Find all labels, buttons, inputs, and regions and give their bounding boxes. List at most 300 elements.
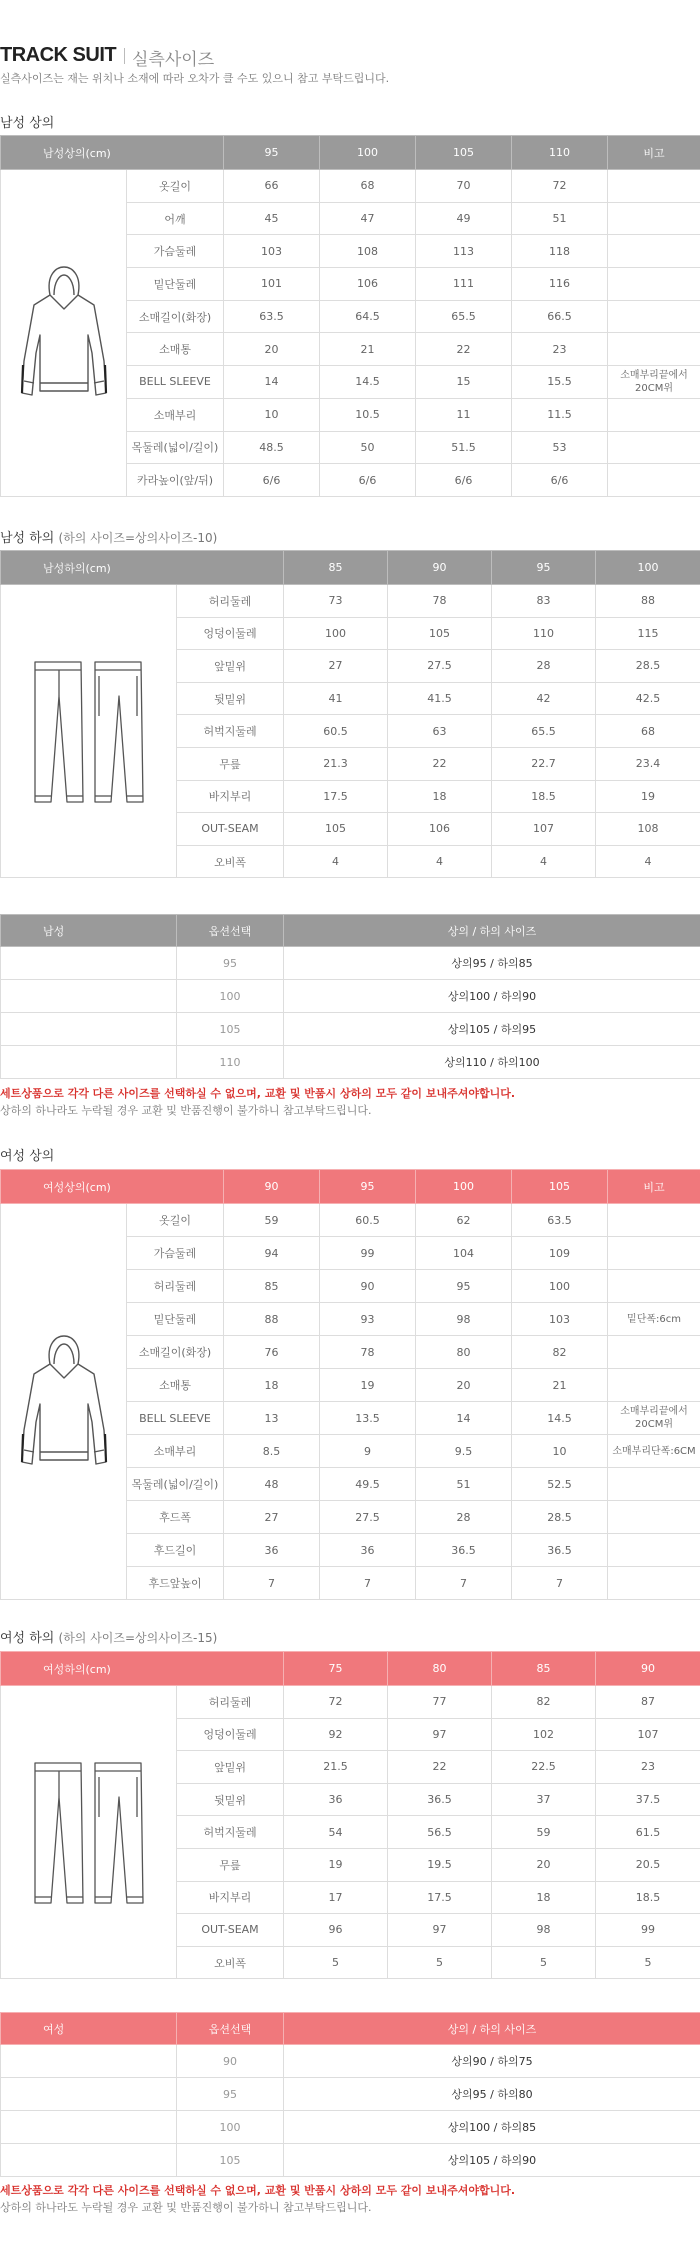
title-divider bbox=[124, 48, 125, 64]
option-value: 105 bbox=[177, 2144, 284, 2177]
option-value: 95 bbox=[177, 2078, 284, 2111]
measurement-value: 72 bbox=[512, 170, 608, 203]
measurement-value: 95 bbox=[416, 1270, 512, 1303]
measurement-value: 110 bbox=[492, 617, 596, 650]
measurement-value: 63.5 bbox=[224, 300, 320, 333]
measurement-value: 19 bbox=[596, 780, 700, 813]
remark-cell bbox=[608, 268, 700, 301]
remark-cell: 밑단폭:6cm bbox=[608, 1303, 700, 1336]
measurement-value: 22 bbox=[388, 747, 492, 780]
women-bottom-table bbox=[0, 1651, 700, 1979]
measurement-label: 소매통 bbox=[127, 1369, 224, 1402]
measurement-value: 77 bbox=[388, 1686, 492, 1719]
table-header-cell: 상의 / 하의 사이즈 bbox=[284, 2013, 700, 2045]
measurement-label: 후드앞높이 bbox=[127, 1567, 224, 1600]
measurement-value: 7 bbox=[320, 1567, 416, 1600]
remark-cell bbox=[608, 170, 700, 203]
measurement-value: 18.5 bbox=[492, 780, 596, 813]
remark-cell bbox=[608, 464, 700, 497]
measurement-value: 53 bbox=[512, 431, 608, 464]
measurement-label: 후드폭 bbox=[127, 1501, 224, 1534]
blank-cell bbox=[1, 2078, 177, 2111]
men-top-table bbox=[0, 135, 700, 497]
table-header-cell: 비고 bbox=[608, 1170, 700, 1204]
measurement-value: 65.5 bbox=[416, 300, 512, 333]
measurement-value: 20 bbox=[416, 1369, 512, 1402]
measurement-value: 21.3 bbox=[284, 747, 388, 780]
measurement-label: 허벅지둘레 bbox=[177, 1816, 284, 1849]
measurement-label: 오비폭 bbox=[177, 845, 284, 878]
blank-cell bbox=[1, 2111, 177, 2144]
measurement-value: 15.5 bbox=[512, 366, 608, 399]
measurement-value: 4 bbox=[284, 845, 388, 878]
table-row bbox=[1, 947, 700, 980]
table-header-cell: 90 bbox=[388, 551, 492, 585]
measurement-value: 6/6 bbox=[224, 464, 320, 497]
measurement-label: 소매통 bbox=[127, 333, 224, 366]
page-subtitle: 실측사이즈 bbox=[132, 50, 215, 70]
measurement-value: 36 bbox=[320, 1534, 416, 1567]
measurement-value: 22.7 bbox=[492, 747, 596, 780]
remark-cell bbox=[608, 1237, 700, 1270]
measurement-value: 17.5 bbox=[284, 780, 388, 813]
measurement-label: 앞밑위 bbox=[177, 650, 284, 683]
remark-cell: 소매부리끝에서 20CM위 bbox=[608, 1402, 700, 1435]
table-header-cell: 90 bbox=[224, 1170, 320, 1204]
measurement-value: 62 bbox=[416, 1204, 512, 1237]
measurement-label: 엉덩이둘레 bbox=[177, 1718, 284, 1751]
measurement-value: 78 bbox=[320, 1336, 416, 1369]
set-size-value: 상의100 / 하의90 bbox=[284, 980, 700, 1013]
measurement-label: 오비폭 bbox=[177, 1946, 284, 1979]
measurement-value: 19 bbox=[284, 1848, 388, 1881]
option-value: 90 bbox=[177, 2045, 284, 2078]
measurement-value: 5 bbox=[596, 1946, 700, 1979]
blank-cell bbox=[1, 1013, 177, 1046]
measurement-label: 소매부리 bbox=[127, 1435, 224, 1468]
measurement-label: 목둘레(넓이/길이) bbox=[127, 431, 224, 464]
measurement-value: 28 bbox=[416, 1501, 512, 1534]
table-header-row bbox=[1, 2013, 700, 2045]
measurement-value: 8.5 bbox=[224, 1435, 320, 1468]
measurement-value: 5 bbox=[388, 1946, 492, 1979]
measurement-value: 28.5 bbox=[512, 1501, 608, 1534]
option-value: 105 bbox=[177, 1013, 284, 1046]
measurement-value: 104 bbox=[416, 1237, 512, 1270]
garment-illustration bbox=[1, 1204, 127, 1600]
measurement-label: 허벅지둘레 bbox=[177, 715, 284, 748]
measurement-value: 59 bbox=[224, 1204, 320, 1237]
measurement-value: 59 bbox=[492, 1816, 596, 1849]
set-size-value: 상의105 / 하의90 bbox=[284, 2144, 700, 2177]
remark-cell bbox=[608, 333, 700, 366]
measurement-label: 가슴둘레 bbox=[127, 235, 224, 268]
hoodie-drawing-icon bbox=[16, 1334, 112, 1470]
measurement-value: 65.5 bbox=[492, 715, 596, 748]
measurement-value: 48.5 bbox=[224, 431, 320, 464]
option-value: 100 bbox=[177, 980, 284, 1013]
table-header-row bbox=[1, 915, 700, 947]
measurement-value: 88 bbox=[224, 1303, 320, 1336]
measurement-value: 28 bbox=[492, 650, 596, 683]
measurement-value: 23.4 bbox=[596, 747, 700, 780]
measurement-label: 소매부리 bbox=[127, 398, 224, 431]
measurement-value: 66.5 bbox=[512, 300, 608, 333]
measurement-value: 41.5 bbox=[388, 682, 492, 715]
table-header-cell: 여성 bbox=[1, 2013, 177, 2045]
table-header-cell: 95 bbox=[224, 136, 320, 170]
measurement-value: 66 bbox=[224, 170, 320, 203]
table-header-cell: 80 bbox=[388, 1652, 492, 1686]
measurement-value: 21 bbox=[512, 1369, 608, 1402]
section-title: 여성 상의 bbox=[0, 1149, 55, 1164]
measurement-value: 68 bbox=[596, 715, 700, 748]
measurement-value: 72 bbox=[284, 1686, 388, 1719]
table-header-row bbox=[1, 1170, 700, 1204]
measurement-value: 94 bbox=[224, 1237, 320, 1270]
measurement-value: 18.5 bbox=[596, 1881, 700, 1914]
measurement-value: 85 bbox=[224, 1270, 320, 1303]
blank-cell bbox=[1, 980, 177, 1013]
garment-illustration bbox=[1, 170, 127, 497]
measurement-value: 14 bbox=[416, 1402, 512, 1435]
measurement-label: BELL SLEEVE bbox=[127, 366, 224, 399]
measurement-value: 56.5 bbox=[388, 1816, 492, 1849]
measurement-value: 7 bbox=[224, 1567, 320, 1600]
table-header-cell: 95 bbox=[320, 1170, 416, 1204]
section-hint: (하의 사이즈=상의사이즈-15) bbox=[58, 1631, 218, 1645]
table-row bbox=[1, 1686, 700, 1719]
section-title: 여성 하의 bbox=[0, 1631, 55, 1646]
measurement-note: 실측사이즈는 재는 위치나 소재에 따라 오차가 클 수도 있으니 참고 부탁드립니다. bbox=[0, 72, 390, 85]
measurement-label: 무릎 bbox=[177, 747, 284, 780]
table-header-row bbox=[1, 136, 700, 170]
hoodie-drawing-icon bbox=[16, 265, 112, 401]
pants-drawing-icon bbox=[29, 656, 149, 806]
measurement-value: 21 bbox=[320, 333, 416, 366]
set-size-value: 상의100 / 하의85 bbox=[284, 2111, 700, 2144]
women-bottom-section-title bbox=[0, 1627, 217, 1646]
blank-cell bbox=[1, 947, 177, 980]
table-header-cell: 여성하의(cm) bbox=[1, 1652, 284, 1686]
measurement-value: 17 bbox=[284, 1881, 388, 1914]
measurement-value: 101 bbox=[224, 268, 320, 301]
measurement-label: 허리둘레 bbox=[177, 585, 284, 618]
measurement-value: 98 bbox=[416, 1303, 512, 1336]
men-top-section-title bbox=[0, 112, 54, 131]
measurement-label: OUT-SEAM bbox=[177, 813, 284, 846]
table-row bbox=[1, 170, 700, 203]
measurement-label: 바지부리 bbox=[177, 1881, 284, 1914]
measurement-value: 36 bbox=[224, 1534, 320, 1567]
table-header-cell: 옵션선택 bbox=[177, 2013, 284, 2045]
measurement-value: 5 bbox=[492, 1946, 596, 1979]
men-set-warning-sub: 상하의 하나라도 누락될 경우 교환 및 반품진행이 불가하니 참고부탁드립니다. bbox=[0, 1104, 372, 1117]
measurement-value: 63.5 bbox=[512, 1204, 608, 1237]
measurement-value: 78 bbox=[388, 585, 492, 618]
women-set-warning-sub: 상하의 하나라도 누락될 경우 교환 및 반품진행이 불가하니 참고부탁드립니다. bbox=[0, 2201, 372, 2214]
garment-illustration bbox=[1, 1686, 177, 1979]
measurement-label: 옷길이 bbox=[127, 1204, 224, 1237]
measurement-value: 4 bbox=[388, 845, 492, 878]
measurement-value: 109 bbox=[512, 1237, 608, 1270]
option-value: 95 bbox=[177, 947, 284, 980]
table-header-cell: 105 bbox=[512, 1170, 608, 1204]
remark-cell bbox=[608, 1336, 700, 1369]
measurement-value: 20.5 bbox=[596, 1848, 700, 1881]
measurement-value: 73 bbox=[284, 585, 388, 618]
table-header-cell: 여성상의(cm) bbox=[1, 1170, 224, 1204]
table-row bbox=[1, 585, 700, 618]
measurement-value: 98 bbox=[492, 1914, 596, 1947]
measurement-value: 9 bbox=[320, 1435, 416, 1468]
measurement-value: 49 bbox=[416, 202, 512, 235]
table-header-cell: 75 bbox=[284, 1652, 388, 1686]
table-header-cell: 90 bbox=[596, 1652, 700, 1686]
measurement-label: 뒷밑위 bbox=[177, 1783, 284, 1816]
table-header-cell: 100 bbox=[596, 551, 700, 585]
table-header-row bbox=[1, 1652, 700, 1686]
measurement-value: 48 bbox=[224, 1468, 320, 1501]
measurement-value: 10.5 bbox=[320, 398, 416, 431]
option-value: 100 bbox=[177, 2111, 284, 2144]
table-row bbox=[1, 1046, 700, 1079]
women-top-section-title bbox=[0, 1145, 54, 1164]
table-row bbox=[1, 1204, 700, 1237]
blank-cell bbox=[1, 2045, 177, 2078]
measurement-label: 허리둘레 bbox=[127, 1270, 224, 1303]
set-size-value: 상의95 / 하의80 bbox=[284, 2078, 700, 2111]
measurement-value: 102 bbox=[492, 1718, 596, 1751]
table-row bbox=[1, 2078, 700, 2111]
measurement-value: 17.5 bbox=[388, 1881, 492, 1914]
measurement-value: 36 bbox=[284, 1783, 388, 1816]
measurement-value: 83 bbox=[492, 585, 596, 618]
measurement-value: 87 bbox=[596, 1686, 700, 1719]
table-row bbox=[1, 2045, 700, 2078]
measurement-value: 115 bbox=[596, 617, 700, 650]
measurement-value: 105 bbox=[388, 617, 492, 650]
measurement-value: 51.5 bbox=[416, 431, 512, 464]
measurement-value: 18 bbox=[492, 1881, 596, 1914]
measurement-value: 11.5 bbox=[512, 398, 608, 431]
women-top-table bbox=[0, 1169, 700, 1600]
measurement-value: 107 bbox=[596, 1718, 700, 1751]
pants-drawing-icon bbox=[29, 1757, 149, 1907]
measurement-value: 21.5 bbox=[284, 1751, 388, 1784]
measurement-value: 15 bbox=[416, 366, 512, 399]
measurement-value: 49.5 bbox=[320, 1468, 416, 1501]
measurement-value: 14 bbox=[224, 366, 320, 399]
measurement-label: 밑단둘레 bbox=[127, 1303, 224, 1336]
men-bottom-section-title bbox=[0, 527, 217, 546]
set-size-value: 상의95 / 하의85 bbox=[284, 947, 700, 980]
measurement-label: 앞밑위 bbox=[177, 1751, 284, 1784]
measurement-value: 103 bbox=[512, 1303, 608, 1336]
measurement-value: 70 bbox=[416, 170, 512, 203]
measurement-value: 20 bbox=[492, 1848, 596, 1881]
table-header-cell: 남성상의(cm) bbox=[1, 136, 224, 170]
men-set-table bbox=[0, 914, 700, 1079]
measurement-value: 99 bbox=[320, 1237, 416, 1270]
set-size-value: 상의110 / 하의100 bbox=[284, 1046, 700, 1079]
measurement-value: 68 bbox=[320, 170, 416, 203]
measurement-value: 60.5 bbox=[320, 1204, 416, 1237]
table-header-cell: 옵션선택 bbox=[177, 915, 284, 947]
measurement-value: 97 bbox=[388, 1718, 492, 1751]
remark-cell bbox=[608, 235, 700, 268]
measurement-value: 36.5 bbox=[512, 1534, 608, 1567]
measurement-label: 바지부리 bbox=[177, 780, 284, 813]
measurement-value: 105 bbox=[284, 813, 388, 846]
measurement-value: 52.5 bbox=[512, 1468, 608, 1501]
table-header-cell: 남성 bbox=[1, 915, 177, 947]
measurement-label: 옷길이 bbox=[127, 170, 224, 203]
set-size-value: 상의105 / 하의95 bbox=[284, 1013, 700, 1046]
measurement-value: 93 bbox=[320, 1303, 416, 1336]
measurement-label: 후드길이 bbox=[127, 1534, 224, 1567]
measurement-value: 45 bbox=[224, 202, 320, 235]
measurement-value: 6/6 bbox=[416, 464, 512, 497]
measurement-value: 22 bbox=[388, 1751, 492, 1784]
table-header-cell: 85 bbox=[284, 551, 388, 585]
measurement-value: 97 bbox=[388, 1914, 492, 1947]
measurement-value: 6/6 bbox=[320, 464, 416, 497]
measurement-value: 36.5 bbox=[416, 1534, 512, 1567]
measurement-label: 소매길이(화장) bbox=[127, 1336, 224, 1369]
measurement-value: 42.5 bbox=[596, 682, 700, 715]
measurement-label: 어깨 bbox=[127, 202, 224, 235]
measurement-value: 14.5 bbox=[512, 1402, 608, 1435]
table-header-cell: 남성하의(cm) bbox=[1, 551, 284, 585]
measurement-value: 42 bbox=[492, 682, 596, 715]
measurement-value: 10 bbox=[224, 398, 320, 431]
measurement-label: 무릎 bbox=[177, 1848, 284, 1881]
measurement-value: 90 bbox=[320, 1270, 416, 1303]
measurement-value: 99 bbox=[596, 1914, 700, 1947]
measurement-value: 23 bbox=[512, 333, 608, 366]
measurement-value: 27.5 bbox=[320, 1501, 416, 1534]
measurement-value: 100 bbox=[284, 617, 388, 650]
measurement-value: 37.5 bbox=[596, 1783, 700, 1816]
measurement-value: 7 bbox=[416, 1567, 512, 1600]
option-value: 110 bbox=[177, 1046, 284, 1079]
measurement-value: 18 bbox=[224, 1369, 320, 1402]
measurement-label: 카라높이(앞/뒤) bbox=[127, 464, 224, 497]
men-bottom-table bbox=[0, 550, 700, 878]
section-hint: (하의 사이즈=상의사이즈-10) bbox=[58, 531, 218, 545]
measurement-value: 76 bbox=[224, 1336, 320, 1369]
remark-cell bbox=[608, 1567, 700, 1600]
measurement-value: 18 bbox=[388, 780, 492, 813]
table-header-cell: 100 bbox=[320, 136, 416, 170]
measurement-value: 108 bbox=[596, 813, 700, 846]
measurement-value: 47 bbox=[320, 202, 416, 235]
measurement-value: 6/6 bbox=[512, 464, 608, 497]
measurement-value: 61.5 bbox=[596, 1816, 700, 1849]
measurement-value: 19 bbox=[320, 1369, 416, 1402]
measurement-value: 10 bbox=[512, 1435, 608, 1468]
measurement-value: 9.5 bbox=[416, 1435, 512, 1468]
measurement-value: 23 bbox=[596, 1751, 700, 1784]
measurement-label: 목둘레(넓이/길이) bbox=[127, 1468, 224, 1501]
table-header-cell: 100 bbox=[416, 1170, 512, 1204]
remark-cell: 소매부리단폭:6CM bbox=[608, 1435, 700, 1468]
table-header-cell: 105 bbox=[416, 136, 512, 170]
remark-cell bbox=[608, 1501, 700, 1534]
measurement-label: 가슴둘레 bbox=[127, 1237, 224, 1270]
measurement-value: 4 bbox=[596, 845, 700, 878]
table-header-row bbox=[1, 551, 700, 585]
remark-cell bbox=[608, 1534, 700, 1567]
measurement-value: 106 bbox=[388, 813, 492, 846]
table-header-cell: 95 bbox=[492, 551, 596, 585]
measurement-value: 14.5 bbox=[320, 366, 416, 399]
measurement-value: 13 bbox=[224, 1402, 320, 1435]
measurement-value: 113 bbox=[416, 235, 512, 268]
table-row bbox=[1, 2111, 700, 2144]
remark-cell bbox=[608, 1270, 700, 1303]
men-set-warning: 세트상품으로 각각 다른 사이즈를 선택하실 수 없으며, 교환 및 반품시 상하의 모두 같이 보내주셔야합니다. bbox=[0, 1087, 516, 1100]
measurement-value: 28.5 bbox=[596, 650, 700, 683]
remark-cell bbox=[608, 300, 700, 333]
table-header-cell: 비고 bbox=[608, 136, 700, 170]
measurement-value: 118 bbox=[512, 235, 608, 268]
measurement-value: 37 bbox=[492, 1783, 596, 1816]
remark-cell bbox=[608, 202, 700, 235]
measurement-value: 108 bbox=[320, 235, 416, 268]
section-title: 남성 상의 bbox=[0, 116, 55, 131]
measurement-value: 60.5 bbox=[284, 715, 388, 748]
remark-cell bbox=[608, 398, 700, 431]
measurement-value: 88 bbox=[596, 585, 700, 618]
remark-cell: 소매부리끝에서 20CM위 bbox=[608, 366, 700, 399]
measurement-value: 11 bbox=[416, 398, 512, 431]
table-row bbox=[1, 1013, 700, 1046]
measurement-value: 51 bbox=[416, 1468, 512, 1501]
blank-cell bbox=[1, 2144, 177, 2177]
measurement-label: OUT-SEAM bbox=[177, 1914, 284, 1947]
measurement-value: 4 bbox=[492, 845, 596, 878]
measurement-value: 51 bbox=[512, 202, 608, 235]
measurement-value: 103 bbox=[224, 235, 320, 268]
table-row bbox=[1, 980, 700, 1013]
table-row bbox=[1, 2144, 700, 2177]
remark-cell bbox=[608, 1468, 700, 1501]
measurement-label: 허리둘레 bbox=[177, 1686, 284, 1719]
page-title: TRACK SUIT bbox=[0, 44, 117, 66]
remark-cell bbox=[608, 1204, 700, 1237]
measurement-value: 92 bbox=[284, 1718, 388, 1751]
measurement-value: 82 bbox=[512, 1336, 608, 1369]
blank-cell bbox=[1, 1046, 177, 1079]
table-header-cell: 110 bbox=[512, 136, 608, 170]
measurement-value: 41 bbox=[284, 682, 388, 715]
table-header-cell: 상의 / 하의 사이즈 bbox=[284, 915, 700, 947]
table-header-cell: 85 bbox=[492, 1652, 596, 1686]
measurement-value: 13.5 bbox=[320, 1402, 416, 1435]
garment-illustration bbox=[1, 585, 177, 878]
measurement-value: 106 bbox=[320, 268, 416, 301]
measurement-value: 54 bbox=[284, 1816, 388, 1849]
measurement-value: 107 bbox=[492, 813, 596, 846]
measurement-value: 27 bbox=[284, 650, 388, 683]
measurement-value: 27.5 bbox=[388, 650, 492, 683]
measurement-value: 116 bbox=[512, 268, 608, 301]
measurement-label: 엉덩이둘레 bbox=[177, 617, 284, 650]
measurement-value: 7 bbox=[512, 1567, 608, 1600]
remark-cell bbox=[608, 1369, 700, 1402]
